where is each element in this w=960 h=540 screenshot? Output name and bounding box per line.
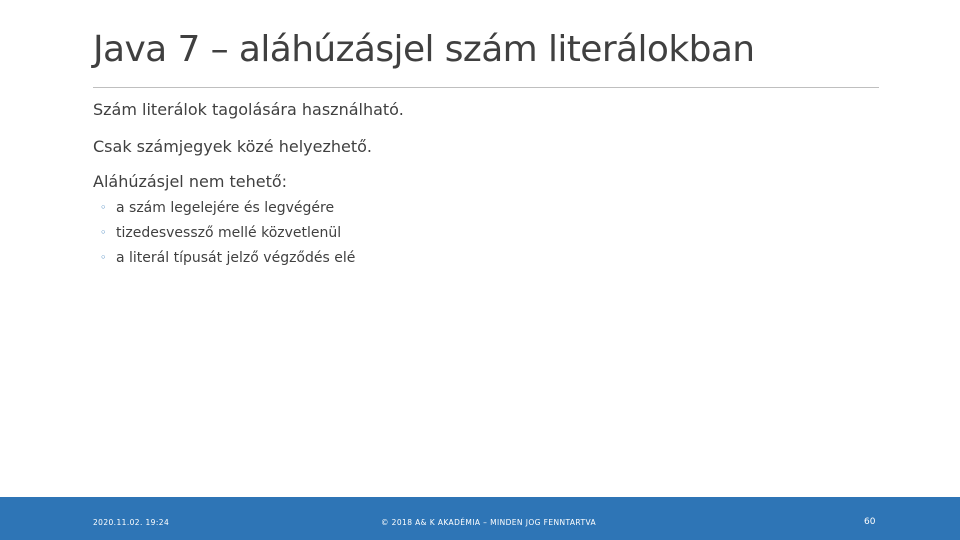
list-item-text: a literál típusát jelző végződés elé (116, 249, 356, 266)
paragraph-restrictions: Aláhúzásjel nem tehető: (93, 172, 288, 191)
page-number: 60 (864, 517, 876, 527)
slide-title: Java 7 – aláhúzásjel szám literálokban (93, 29, 755, 70)
circle-bullet-icon: ◦ (100, 201, 107, 214)
paragraph-placement: Csak számjegyek közé helyezhető. (93, 137, 372, 156)
paragraph-usage: Szám literálok tagolására használható. (93, 100, 404, 119)
footer-copyright: © 2018 A& K AKADÉMIA – MINDEN JOG FENNTARTVA (381, 518, 597, 527)
circle-bullet-icon: ◦ (100, 226, 107, 239)
footer-date: 2020.11.02. 19:24 (93, 518, 170, 527)
list-item-text: a szám legelejére és legvégére (116, 199, 335, 216)
list-item (100, 220, 355, 245)
list-item (100, 195, 355, 220)
list-item (100, 245, 355, 270)
footer-bar (0, 497, 960, 540)
circle-bullet-icon: ◦ (100, 251, 107, 264)
list-item-text: tizedesvessző mellé közvetlenül (116, 224, 342, 241)
restriction-list (100, 195, 355, 270)
title-divider (93, 87, 879, 88)
